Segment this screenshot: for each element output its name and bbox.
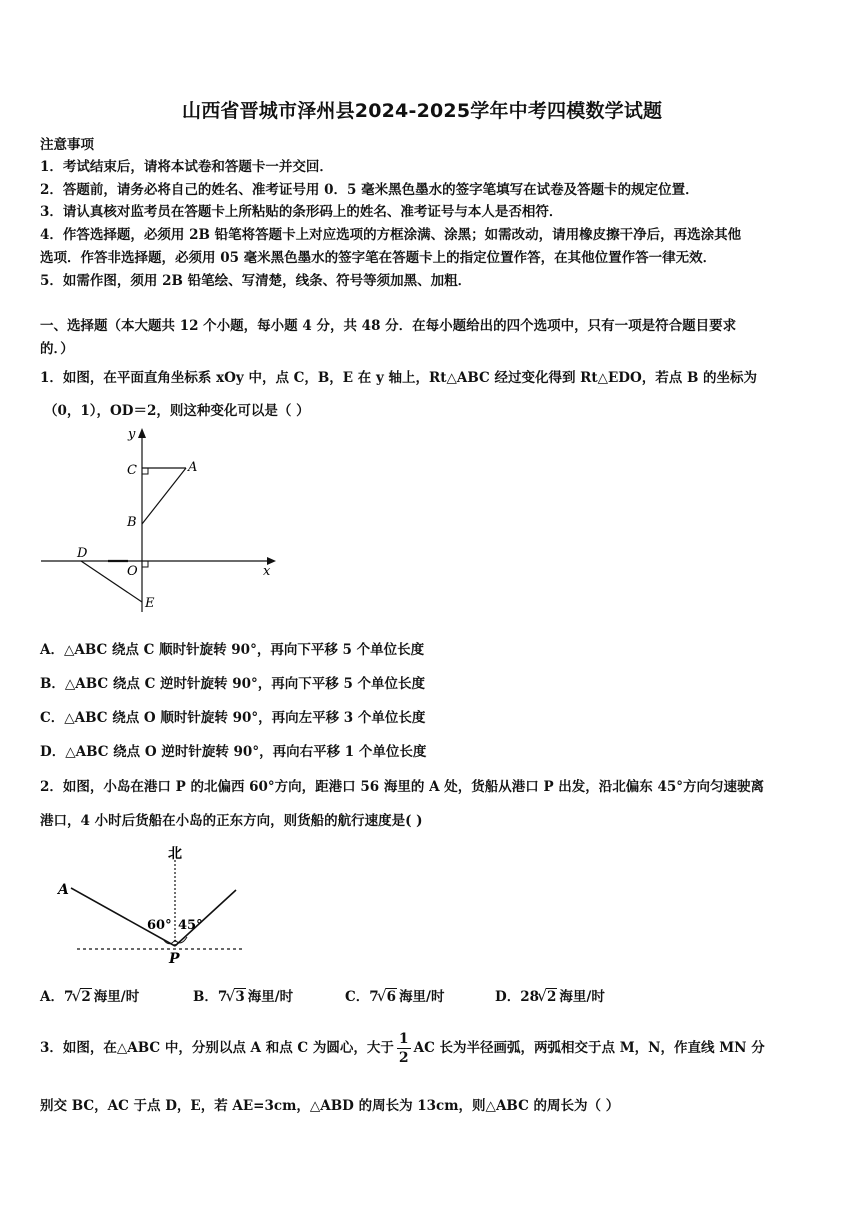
question-1-text-cont: （0，1），OD＝2，则这种变化可以是（ ）: [44, 403, 310, 419]
notice-item: 选项．作答非选择题，必须用 05 毫米黑色墨水的签字笔在答题卡上的指定位置作答，在其他位置作答一律无效．: [40, 250, 717, 266]
point-label-p: P: [169, 951, 180, 967]
q1-coordinate-figure: [38, 422, 283, 617]
notice-item: 5．如需作图，须用 2B 铅笔绘、写清楚，线条、符号等须加黑、加粗．: [40, 273, 472, 289]
q2-option-b: B．7√ 3 海里/时: [193, 985, 293, 1005]
point-label-d: D: [77, 546, 88, 561]
point-label-c: C: [127, 463, 137, 478]
angle-label-60: 60°: [147, 918, 172, 933]
notice-item: 2．答题前，请务必将自己的姓名、准考证号用 0．5 毫米黑色墨水的签字笔填写在试卷及答题卡的规定位置．: [40, 182, 699, 198]
point-label-e: E: [145, 596, 155, 611]
notice-item: 4．作答选择题，必须用 2B 铅笔将答题卡上对应选项的方框涂满、涂黑；如需改动，请用橡皮擦干净后，再选涂其他: [40, 227, 742, 243]
notice-item: 3．请认真核对监考员在答题卡上所粘贴的条形码上的姓名、准考证号与本人是否相符．: [40, 204, 563, 220]
point-label-a: A: [188, 460, 198, 475]
notice-heading: 注意事项: [40, 137, 94, 153]
q2-bearing-figure: [55, 840, 255, 970]
sqrt-symbol: √ 3: [227, 988, 245, 1005]
question-1-text: 1．如图，在平面直角坐标系 xOy 中，点 C，B，E 在 y 轴上，Rt△ABC 经过变化得到 Rt△EDO，若点 B 的坐标为: [40, 370, 758, 386]
notice-item: 1．考试结束后，请将本试卷和答题卡一并交回．: [40, 159, 333, 175]
page-title: 山西省晋城市泽州县2024-2025学年中考四模数学试题: [182, 100, 663, 122]
sqrt-symbol: √ 2: [73, 988, 91, 1005]
angle-label-45: 45°: [178, 918, 203, 933]
point-label-b: B: [127, 515, 137, 530]
axis-label-x: x: [263, 564, 271, 579]
sqrt-symbol: √ 6: [379, 988, 397, 1005]
axis-label-y: y: [128, 427, 136, 442]
point-label-o: O: [127, 564, 138, 579]
fraction: $\frac{1}{2}$: [398, 1031, 409, 1066]
q1-option-a: A．△ABC 绕点 C 顺时针旋转 90°，再向下平移 5 个单位长度: [40, 642, 425, 658]
sqrt-symbol: √ 2: [539, 988, 557, 1005]
question-3-text: 3．如图，在△ABC 中，分别以点 A 和点 C 为圆心，大于 $\frac{1}{2}$ AC 长为半径画弧，两弧相交于点 M，N，作直线 MN 分: [40, 1031, 765, 1066]
q1-option-d: D．△ABC 绕点 O 逆时针旋转 90°，再向右平移 1 个单位长度: [40, 744, 427, 760]
question-3-text-cont: 别交 BC，AC 于点 D，E，若 AE=3cm，△ABD 的周长为 13cm，则△ABC 的周长为（ ）: [40, 1098, 620, 1114]
q1-option-b: B．△ABC 绕点 C 逆时针旋转 90°，再向下平移 5 个单位长度: [40, 676, 426, 692]
q1-option-c: C．△ABC 绕点 O 顺时针旋转 90°，再向左平移 3 个单位长度: [40, 710, 426, 726]
question-2-text-cont: 港口，4 小时后货船在小岛的正东方向，则货船的航行速度是( ): [40, 813, 423, 829]
q2-option-a: A．7√ 2 海里/时: [40, 985, 139, 1005]
point-label-a: A: [58, 882, 69, 898]
q2-option-c: C．7√ 6 海里/时: [345, 985, 445, 1005]
north-label: 北: [168, 846, 182, 862]
section-heading-cont: 的．）: [40, 341, 74, 357]
question-2-text: 2．如图，小岛在港口 P 的北偏西 60°方向，距港口 56 海里的 A 处，货船从港口 P 出发，沿北偏东 45°方向匀速驶离: [40, 779, 765, 795]
q2-option-d: D．28√ 2 海里/时: [495, 985, 605, 1005]
section-heading: 一、选择题（本大题共 12 个小题，每小题 4 分，共 48 分．在每小题给出的四个选项中，只有一项是符合题目要求: [40, 318, 737, 334]
